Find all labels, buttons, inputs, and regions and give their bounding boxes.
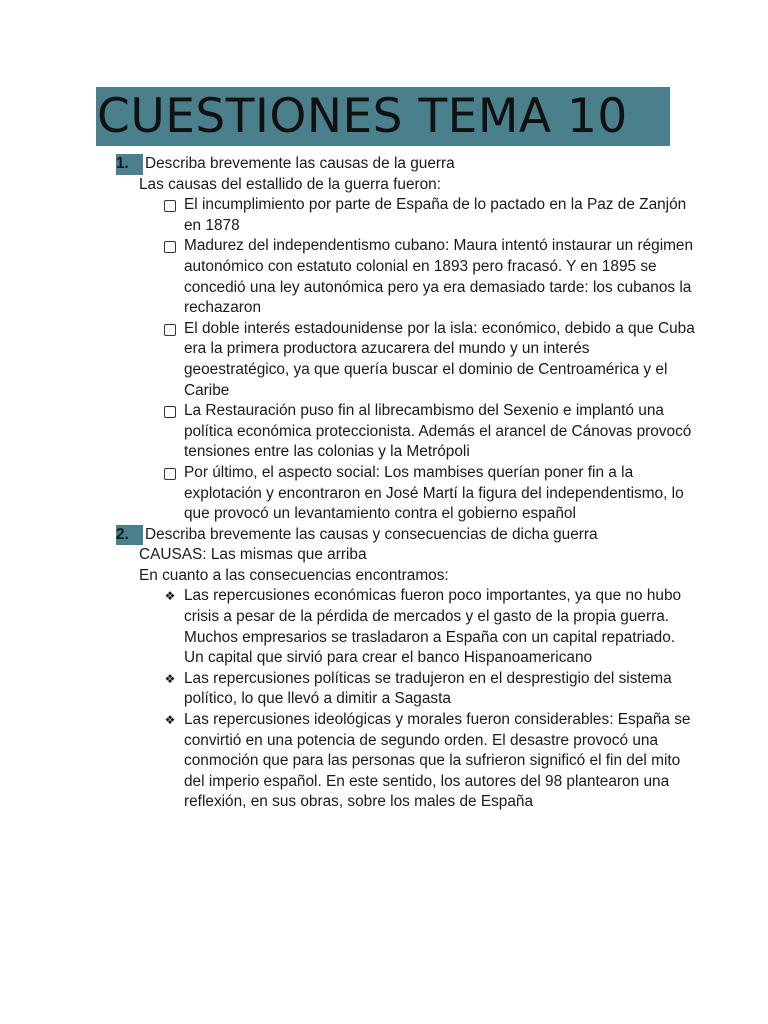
list-item: El incumplimiento por parte de España de lo pactado en la Paz de Zanjón en 1878 bbox=[164, 195, 696, 236]
diamond-bullet-icon: ❖ bbox=[164, 589, 176, 604]
list-item: Madurez del independentismo cubano: Maura intentó instaurar un régimen autonómico con estatuto colonial en 1893 pero fracasó. Y en 1895 se concedió una ley autonómica pero ya era demasiado tarde: los cubanos la rechazaron bbox=[164, 236, 696, 318]
question-text: Describa brevemente las causas de la guerra bbox=[145, 155, 455, 172]
question-number: 2. bbox=[116, 525, 143, 546]
page-title: CUESTIONES TEMA 10 bbox=[97, 89, 628, 144]
question-1 bbox=[116, 154, 696, 175]
checkbox-icon bbox=[164, 241, 176, 253]
document-content bbox=[116, 154, 696, 813]
checkbox-icon bbox=[164, 324, 176, 336]
checkbox-icon bbox=[164, 200, 176, 212]
question-2 bbox=[116, 525, 696, 546]
list-item: El doble interés estadounidense por la isla: económico, debido a que Cuba era la primera productora azucarera del mundo y un interés geoestratégico, ya que quería buscar el dominio de Centroamérica y el Caribe bbox=[164, 319, 696, 401]
list-item: ❖ Las repercusiones económicas fueron poco importantes, ya que no hubo crisis a pesar de la pérdida de mercados y el gasto de la propia guerra. Muchos empresarios se trasladaron a España con un capital repatriado. Un capital que sirvió para crear el banco Hispanoamericano bbox=[164, 587, 682, 667]
list-item: La Restauración puso fin al librecambismo del Sexenio e implantó una política económica proteccionista. Además el arancel de Cánovas provocó tensiones entre las colonias y la Metrópoli bbox=[164, 401, 696, 463]
diamond-bullet-icon: ❖ bbox=[164, 671, 176, 686]
question-2-intro: En cuanto a las consecuencias encontramos: bbox=[139, 566, 449, 584]
list-item: ❖ Las repercusiones ideológicas y morales fueron considerables: España se convirtió en una potencia de segundo orden. El desastre provocó una conmoción que para las personas que la sufrieron significó el fin del mito del imperio español. En este sentido, los autores del 98 plantearon una reflexión, en sus obras, sobre los males de España bbox=[164, 711, 691, 811]
list-item: Por último, el aspecto social: Los mambises querían poner fin a la explotación y encontraron en José Martí la figura del independentismo, lo que provocó un levantamiento contra el gobierno español bbox=[164, 463, 696, 525]
question-text: Describa brevemente las causas y consecuencias de dicha guerra bbox=[145, 525, 598, 543]
question-2-causes: CAUSAS: Las mismas que arriba bbox=[139, 546, 367, 564]
checkbox-icon bbox=[164, 406, 176, 418]
question-1-intro: Las causas del estallido de la guerra fueron: bbox=[139, 175, 442, 193]
question-2-list bbox=[116, 586, 696, 813]
diamond-bullet-icon: ❖ bbox=[164, 713, 176, 728]
question-number: 1. bbox=[116, 154, 143, 175]
list-item: ❖ Las repercusiones políticas se tradujeron en el desprestigio del sistema político, lo que llevó a dimitir a Sagasta bbox=[164, 669, 672, 708]
question-1-list bbox=[116, 195, 696, 525]
title-banner bbox=[96, 87, 670, 146]
checkbox-icon bbox=[164, 468, 176, 480]
